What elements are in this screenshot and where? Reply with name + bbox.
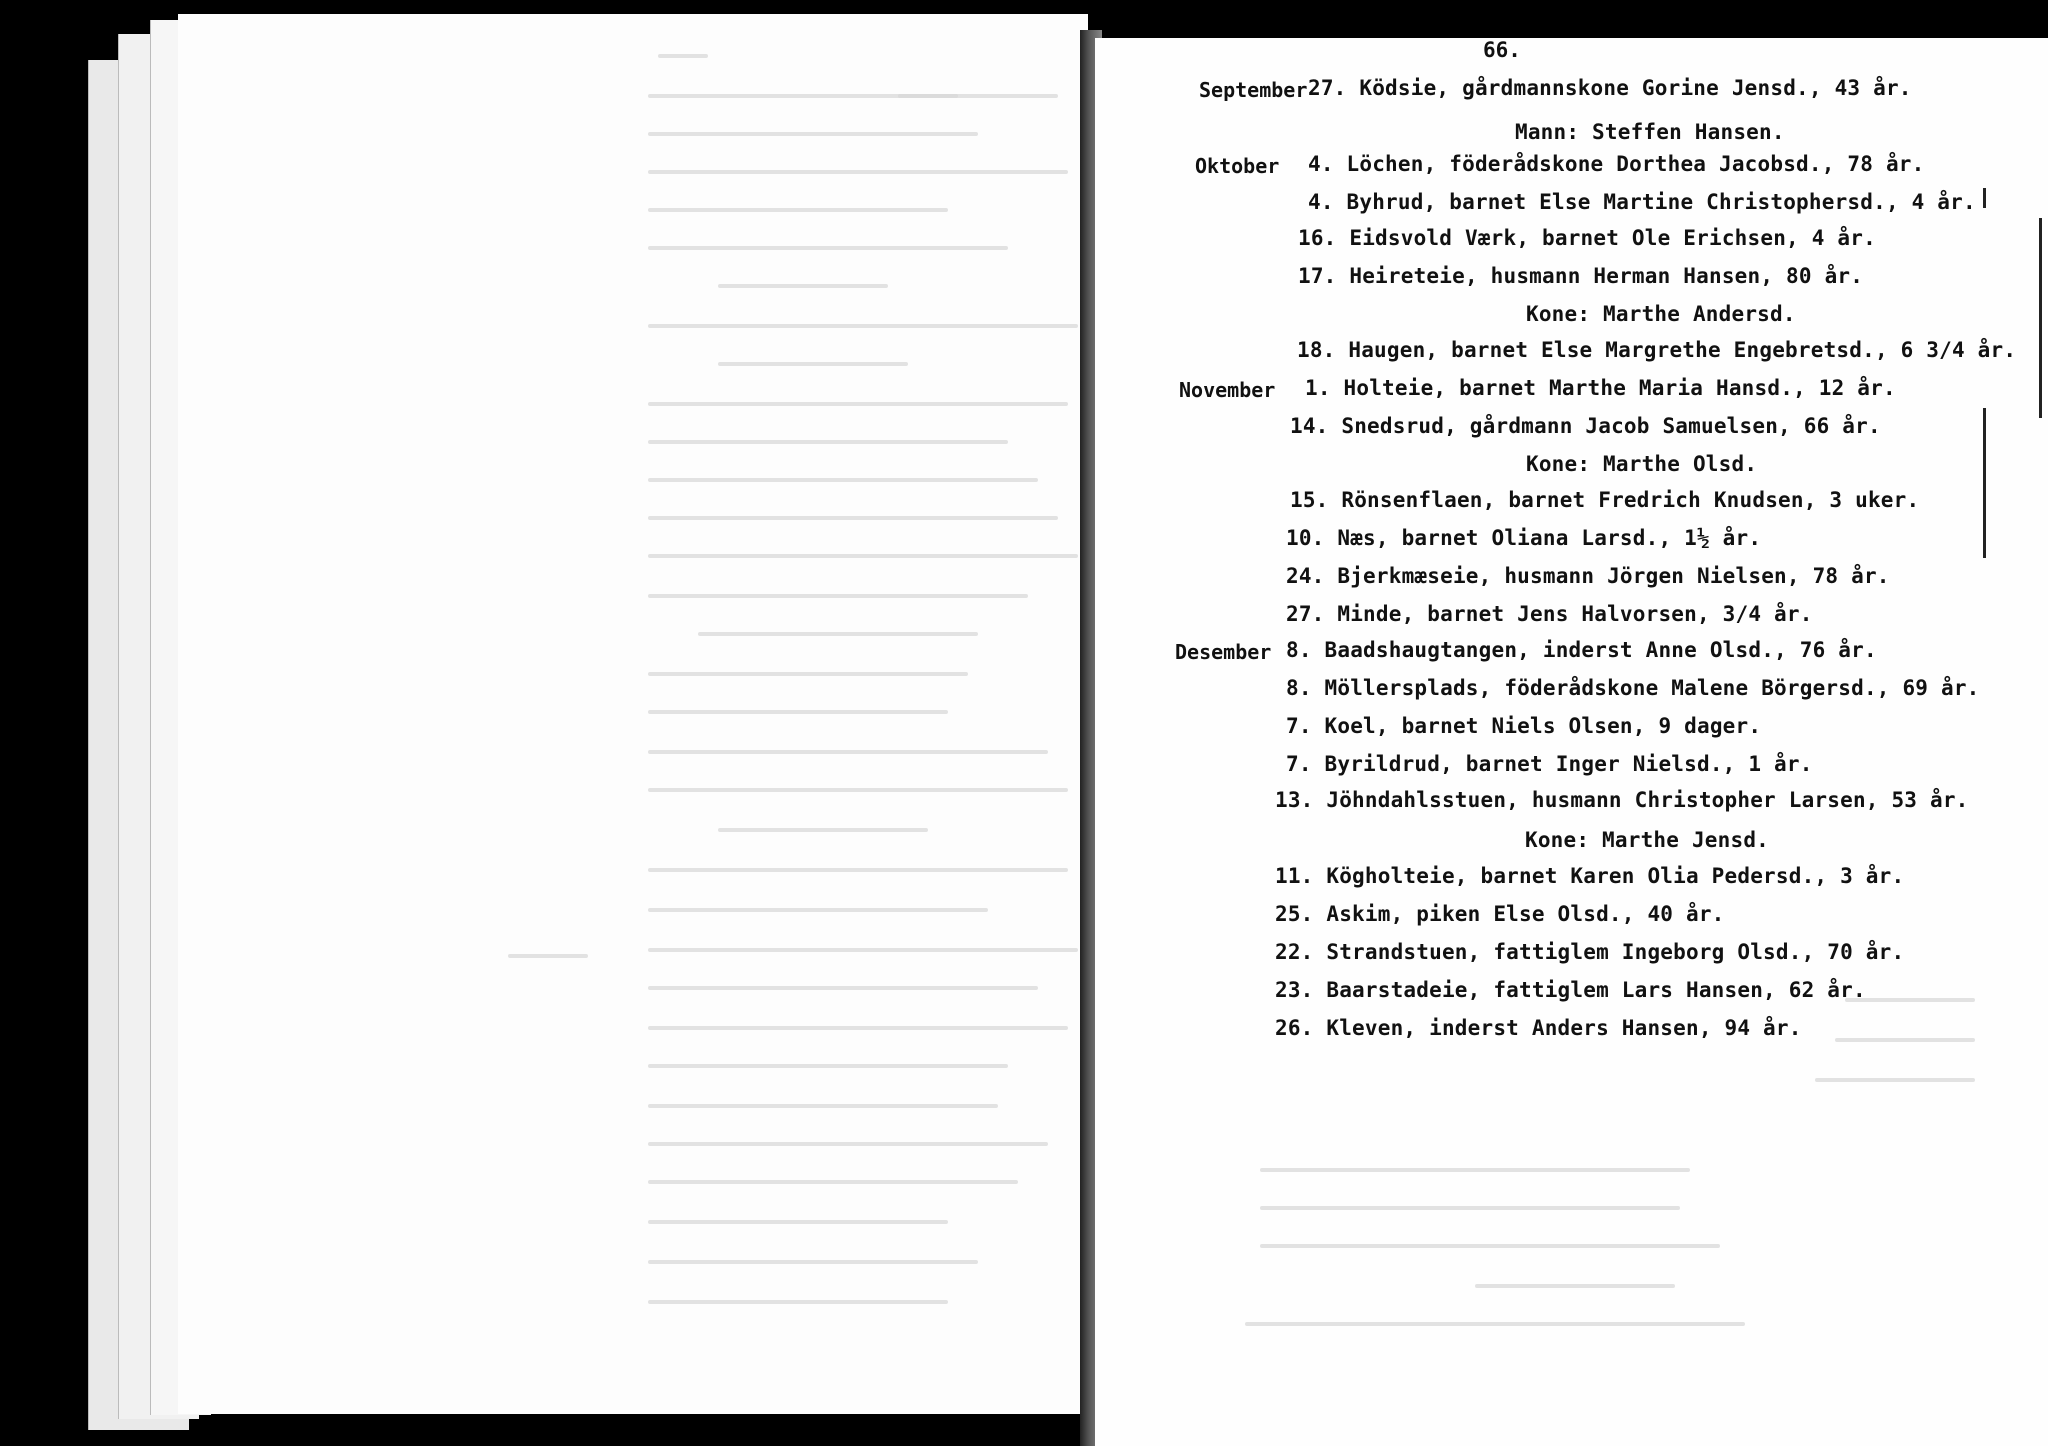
bleed-through-line — [648, 1142, 1048, 1146]
bleed-through-line — [648, 1064, 1008, 1068]
register-entry: 11. Kögholteie, barnet Karen Olia Pedersd., 3 år. — [1275, 864, 1905, 888]
bleed-through-line — [648, 402, 1068, 406]
bleed-through-line — [508, 954, 588, 958]
bleed-through-line — [1835, 1038, 1975, 1042]
spouse-note: Mann: Steffen Hansen. — [1515, 120, 1785, 144]
register-entry: 4. Byhrud, barnet Else Martine Christophersd., 4 år. — [1308, 190, 1976, 214]
bleed-through-line — [648, 246, 1008, 250]
bleed-through-line — [648, 986, 1038, 990]
bleed-through-line — [648, 208, 948, 212]
bleed-through-line — [648, 1220, 948, 1224]
register-entry: 8. Möllersplads, föderådskone Malene Börgersd., 69 år. — [1286, 676, 1980, 700]
bleed-through-line — [648, 1180, 1018, 1184]
bleed-through-line — [898, 94, 958, 98]
register-entry: 14. Snedsrud, gårdmann Jacob Samuelsen, 66 år. — [1290, 414, 1881, 438]
bleed-through-line — [698, 632, 978, 636]
bleed-through-line — [648, 554, 1078, 558]
register-entry: 10. Næs, barnet Oliana Larsd., 1½ år. — [1286, 526, 1762, 550]
page-number: 66. — [1483, 38, 1521, 62]
scan-mark — [1983, 188, 1986, 208]
bleed-through-line — [648, 440, 1008, 444]
register-entry: 18. Haugen, barnet Else Margrethe Engebretsd., 6 3/4 år. — [1297, 338, 2017, 362]
spouse-note: Kone: Marthe Jensd. — [1525, 828, 1770, 852]
bleed-through-line — [648, 750, 1048, 754]
bleed-through-line — [1260, 1206, 1680, 1210]
register-entry: 7. Koel, barnet Niels Olsen, 9 dager. — [1286, 714, 1762, 738]
bleed-through-line — [658, 54, 708, 58]
scan-mark — [1983, 408, 1986, 558]
register-entry: 13. Jöhndahlsstuen, husmann Christopher Larsen, 53 år. — [1275, 788, 1969, 812]
bleed-through-line — [718, 828, 928, 832]
month-label: September — [1199, 78, 1308, 102]
bleed-through-line — [648, 478, 1038, 482]
bleed-through-line — [1815, 1078, 1975, 1082]
register-entry: 7. Byrildrud, barnet Inger Nielsd., 1 år. — [1286, 752, 1813, 776]
register-entry: 15. Rönsenflaen, barnet Fredrich Knudsen, 3 uker. — [1290, 488, 1920, 512]
month-label: November — [1179, 378, 1276, 402]
register-entry: 27. Ködsie, gårdmannskone Gorine Jensd., 43 år. — [1308, 76, 1912, 100]
bleed-through-line — [648, 788, 1068, 792]
register-entry: 16. Eidsvold Værk, barnet Ole Erichsen, 4 år. — [1298, 226, 1876, 250]
bleed-through-line — [648, 1026, 1068, 1030]
bleed-through-line — [648, 868, 1068, 872]
register-entry: 17. Heireteie, husmann Herman Hansen, 80 år. — [1298, 264, 1864, 288]
bleed-through-line — [648, 1260, 978, 1264]
register-entry: 27. Minde, barnet Jens Halvorsen, 3/4 år. — [1286, 602, 1813, 626]
bleed-through-line — [648, 948, 1078, 952]
bleed-through-line — [648, 672, 968, 676]
spouse-note: Kone: Marthe Andersd. — [1526, 302, 1796, 326]
bleed-through-line — [648, 594, 1028, 598]
spouse-note: Kone: Marthe Olsd. — [1526, 452, 1758, 476]
register-entry: 25. Askim, piken Else Olsd., 40 år. — [1275, 902, 1725, 926]
bleed-through-line — [718, 284, 888, 288]
bleed-through-line — [648, 170, 1068, 174]
bleed-through-line — [648, 908, 988, 912]
bleed-through-line — [1260, 1244, 1720, 1248]
bleed-through-line — [1245, 1322, 1745, 1326]
month-label: Desember — [1175, 640, 1272, 664]
register-entry: 1. Holteie, barnet Marthe Maria Hansd., 12 år. — [1305, 376, 1896, 400]
register-entry: 26. Kleven, inderst Anders Hansen, 94 år. — [1275, 1016, 1802, 1040]
bleed-through-line — [648, 1300, 948, 1304]
bleed-through-line — [1260, 1168, 1690, 1172]
right-page — [1095, 38, 2048, 1446]
month-label: Oktober — [1195, 154, 1280, 178]
scan-mark — [2039, 218, 2042, 418]
bleed-through-line — [648, 94, 1058, 98]
bleed-through-line — [648, 132, 978, 136]
register-entry: 4. Löchen, föderådskone Dorthea Jacobsd., 78 år. — [1308, 152, 1925, 176]
register-entry: 24. Bjerkmæseie, husmann Jörgen Nielsen, 78 år. — [1286, 564, 1890, 588]
bleed-through-line — [648, 324, 1078, 328]
left-page — [178, 14, 1088, 1414]
bleed-through-line — [1475, 1284, 1675, 1288]
register-entry: 23. Baarstadeie, fattiglem Lars Hansen, 62 år. — [1275, 978, 1866, 1002]
bleed-through-line — [648, 1104, 998, 1108]
bleed-through-line — [648, 516, 1058, 520]
register-entry: 8. Baadshaugtangen, inderst Anne Olsd., 76 år. — [1286, 638, 1877, 662]
bleed-through-line — [648, 710, 948, 714]
bleed-through-line — [718, 362, 908, 366]
register-entry: 22. Strandstuen, fattiglem Ingeborg Olsd., 70 år. — [1275, 940, 1905, 964]
